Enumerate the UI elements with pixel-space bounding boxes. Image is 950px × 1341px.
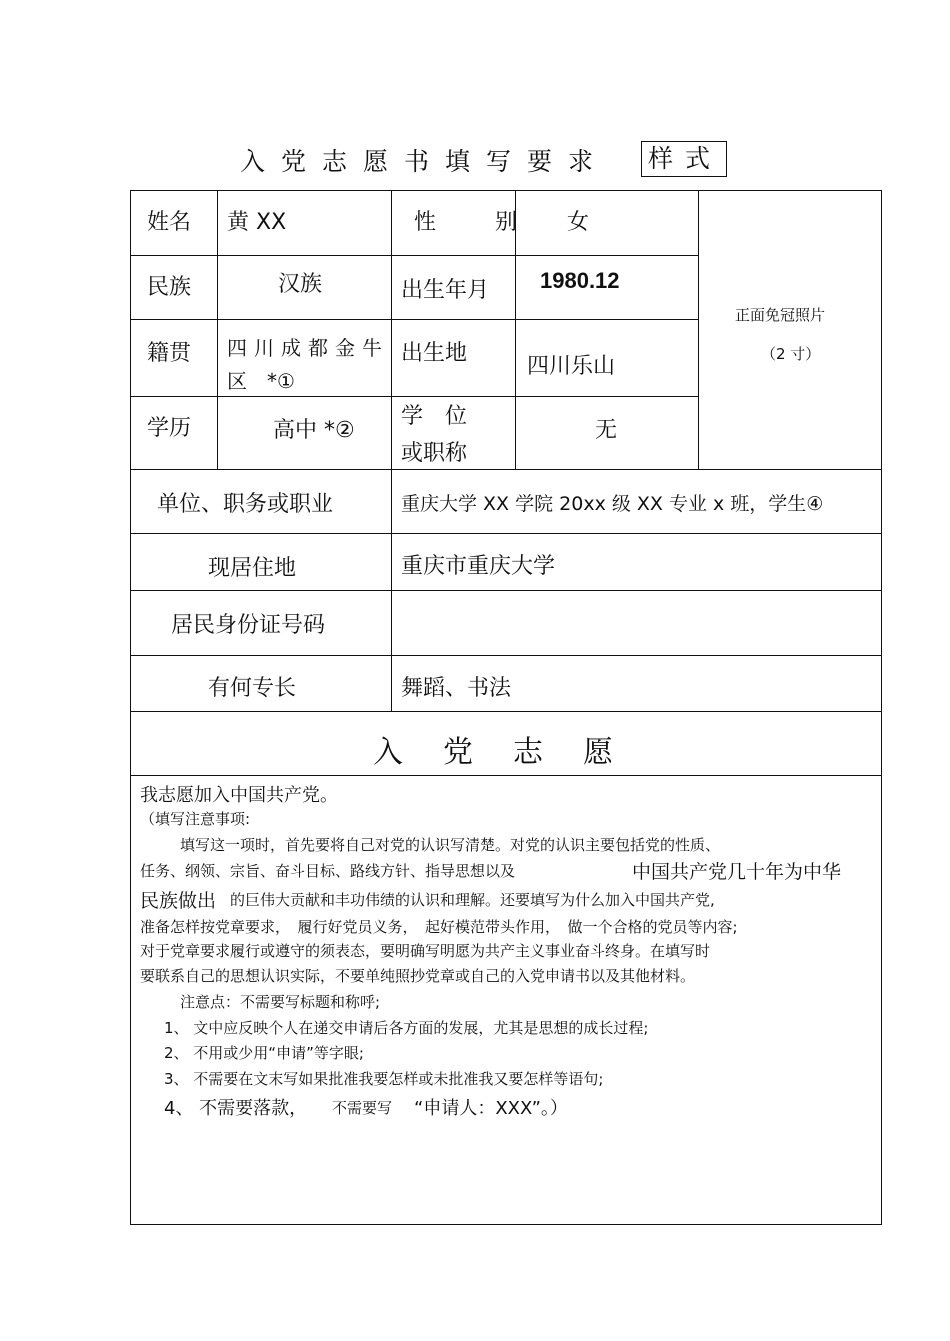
notes-text: 的巨伟大贡献和丰功伟绩的认识和理解。还要填写为什么加入中国共产党, xyxy=(230,891,715,909)
row-divider xyxy=(131,711,881,712)
name-label: 姓名 xyxy=(147,210,192,235)
degree-label-line2: 或职称 xyxy=(401,441,468,466)
intro-line: 我志愿加入中国共产党。 xyxy=(140,785,338,806)
name-value: 黄 XX xyxy=(227,210,287,235)
notes-text: 准备怎样按党章要求， 履行好党员义务， 起好模范带头作用， 做一个合格的党员等内容; xyxy=(140,918,738,936)
row-divider xyxy=(131,469,881,470)
origin-value-line1: 四川成都金牛 xyxy=(227,336,389,360)
gender-label: 性 别 xyxy=(414,210,543,235)
notes-item: 不需要写 xyxy=(332,1099,393,1117)
notes-item: 3、 不需要在文末写如果批准我要怎样或未批准我又要怎样等语句; xyxy=(164,1070,604,1088)
education-label: 学历 xyxy=(147,416,192,441)
birthplace-label: 出生地 xyxy=(401,341,468,366)
skills-label: 有何专长 xyxy=(208,676,297,701)
notes-item: “申请人：XXX”。） xyxy=(414,1098,568,1119)
col-divider xyxy=(217,191,218,469)
row-divider xyxy=(131,775,881,776)
birthplace-value: 四川乐山 xyxy=(527,354,616,379)
col-divider xyxy=(391,191,392,711)
skills-value: 舞蹈、书法 xyxy=(401,676,512,701)
row-divider xyxy=(131,590,881,591)
notes-text: 民族做出 xyxy=(140,890,217,912)
application-form xyxy=(130,190,882,1225)
col-divider xyxy=(698,191,699,469)
gender-value: 女 xyxy=(567,210,590,235)
work-label: 单位、职务或职业 xyxy=(157,492,334,517)
notes-item: 4、 不需要落款， xyxy=(164,1098,308,1119)
origin-label: 籍贯 xyxy=(147,341,192,366)
ethnicity-value: 汉族 xyxy=(278,272,323,297)
work-value: 重庆大学 XX 学院 20xx 级 XX 专业 x 班，学生④ xyxy=(401,493,824,515)
photo-size-text: （2 寸） xyxy=(761,345,821,363)
id-label: 居民身份证号码 xyxy=(171,613,326,638)
ethnicity-label: 民族 xyxy=(147,275,192,300)
notes-heading: （填写注意事项: xyxy=(140,810,251,828)
notes-text: 填写这一项时，首先要将自己对党的认识写清楚。对党的认识主要包括党的性质、 xyxy=(180,836,721,854)
notes-text: 任务、纲领、宗旨、奋斗目标、路线方针、指导思想以及 xyxy=(140,862,516,880)
section-title: 入党志愿 xyxy=(373,735,653,770)
degree-label-line1: 学 位 xyxy=(401,404,468,429)
notes-item: 2、 不用或少用“申请”等字眼; xyxy=(164,1044,364,1062)
address-value: 重庆市重庆大学 xyxy=(401,554,556,579)
birth-label: 出生年月 xyxy=(401,278,490,303)
notes-text: 对于党章要求履行或遵守的须表态，要明确写明愿为共产主义事业奋斗终身。在填写时 xyxy=(140,942,711,960)
notes-item: 1、 文中应反映个人在递交申请后各方面的发展，尤其是思想的成长过程; xyxy=(164,1019,649,1037)
notes-text: 中国共产党几十年为中华 xyxy=(632,861,842,883)
notes-text: 注意点：不需要写标题和称呼; xyxy=(180,993,381,1011)
sample-stamp: 样式 xyxy=(641,141,727,177)
photo-placeholder-text: 正面免冠照片 xyxy=(735,306,826,324)
document-title: 入党志愿书填写要求 xyxy=(240,147,610,176)
education-value: 高中 *② xyxy=(273,418,355,443)
row-divider xyxy=(131,533,881,534)
degree-value: 无 xyxy=(595,418,618,443)
birth-value: 1980.12 xyxy=(540,268,620,293)
notes-text: 要联系自己的思想认识实际，不要单纯照抄党章或自己的入党申请书以及其他材料。 xyxy=(140,967,696,985)
address-label: 现居住地 xyxy=(208,556,297,581)
origin-value-line2: 区 *① xyxy=(227,369,295,393)
row-divider xyxy=(131,655,881,656)
